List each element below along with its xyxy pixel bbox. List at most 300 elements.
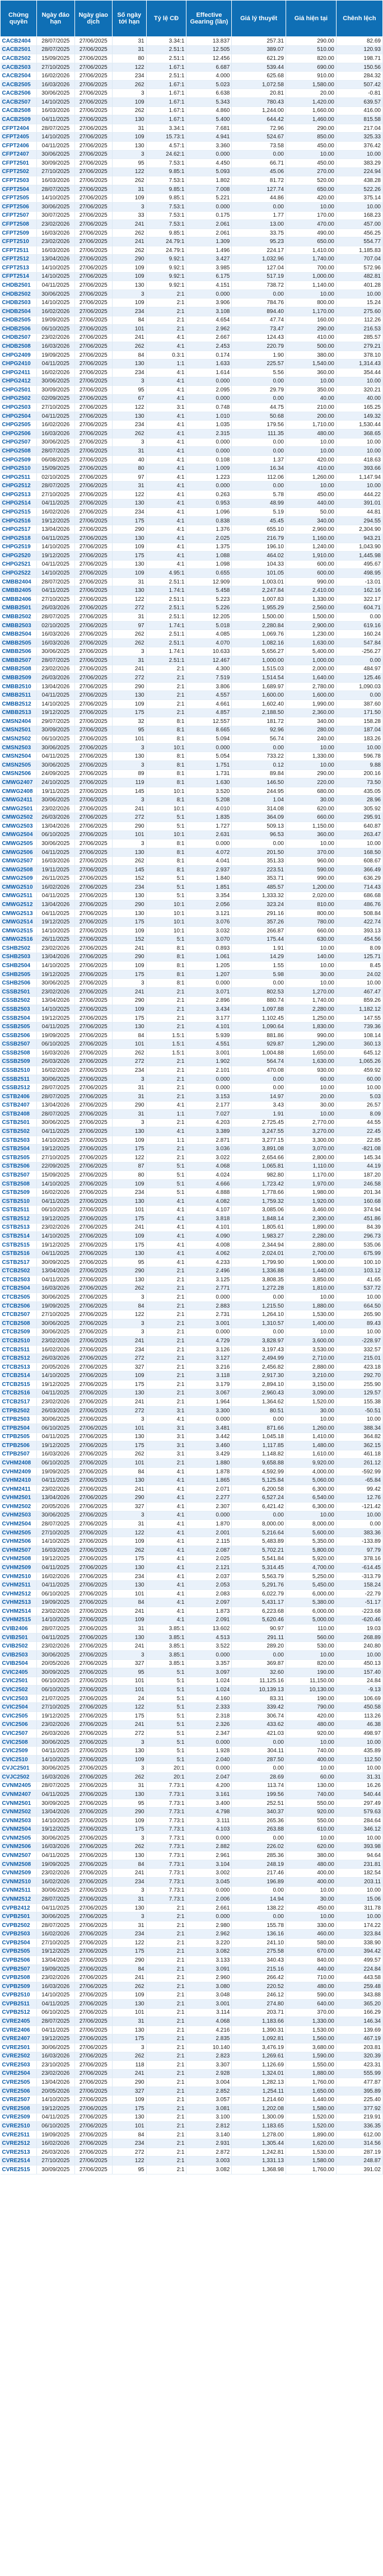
cell-effective-gearing: 4.107: [186, 1206, 232, 1215]
cell-current-price: 910.00: [286, 72, 336, 81]
cell-current-price: 50.00: [286, 508, 336, 517]
cell-theoretical-price: 220.79: [232, 342, 286, 351]
header-maturity-date: Ngày đáo hạn: [37, 1, 74, 37]
cell-conversion-ratio: 2:1: [146, 1014, 186, 1023]
cell-maturity-date: 13/04/2026: [37, 1267, 74, 1276]
cell-theoretical-price: 217.46: [232, 1869, 286, 1878]
table-row: [1, 290, 383, 298]
cell-current-price: 3,270.00: [286, 1127, 336, 1136]
table-row: [1, 647, 383, 656]
table-row: [1, 45, 383, 54]
cell-theoretical-price: 1.90: [232, 351, 286, 360]
cell-trading-date: 27/06/2025: [74, 1650, 112, 1659]
cell-maturity-date: 30/09/2025: [37, 2166, 74, 2174]
cell-difference: 322.17: [336, 595, 382, 604]
cell-trading-date: 27/06/2025: [74, 630, 112, 639]
cell-warrant-code: CVPB2505: [1, 1947, 37, 1956]
cell-conversion-ratio: 2:1: [146, 1337, 186, 1346]
cell-current-price: 550.00: [286, 1816, 336, 1825]
cell-maturity-date: 04/11/2025: [37, 1276, 74, 1285]
cell-current-price: 3,210.00: [286, 1371, 336, 1380]
cell-trading-date: 27/06/2025: [74, 935, 112, 944]
table-row: [1, 1616, 383, 1625]
cell-theoretical-price: 389.07: [232, 45, 286, 54]
cell-current-price: 1,760.00: [286, 2166, 336, 2174]
cell-days-to-maturity: 89: [112, 769, 146, 778]
cell-maturity-date: 23/10/2025: [37, 2061, 74, 2070]
cell-maturity-date: 30/09/2025: [37, 1799, 74, 1808]
table-row: [1, 769, 383, 778]
cell-trading-date: 27/06/2025: [74, 167, 112, 176]
cell-warrant-code: CFPT2514: [1, 272, 37, 281]
cell-effective-gearing: 1.878: [186, 1467, 232, 1476]
table-row: [1, 1886, 383, 1895]
table-row: [1, 1406, 383, 1415]
cell-theoretical-price: 72.96: [232, 124, 286, 133]
cell-days-to-maturity: 241: [112, 1642, 146, 1651]
table-row: [1, 403, 383, 412]
cell-warrant-code: CVIC2405: [1, 1668, 37, 1677]
cell-warrant-code: CSSB2510: [1, 1066, 37, 1075]
cell-days-to-maturity: 234: [112, 1930, 146, 1939]
cell-current-price: 160.00: [286, 316, 336, 325]
cell-trading-date: 27/06/2025: [74, 1284, 112, 1293]
cell-days-to-maturity: 272: [112, 1406, 146, 1415]
table-row: [1, 1310, 383, 1319]
cell-trading-date: 27/06/2025: [74, 1389, 112, 1398]
cell-current-price: 1,660.00: [286, 106, 336, 115]
cell-maturity-date: 13/04/2026: [37, 2078, 74, 2087]
table-row: [1, 874, 383, 883]
cell-days-to-maturity: 290: [112, 1956, 146, 1965]
cell-conversion-ratio: 2:1: [146, 2122, 186, 2131]
cell-theoretical-price: 1,045.18: [232, 1432, 286, 1441]
cell-maturity-date: 28/07/2025: [37, 124, 74, 133]
cell-effective-gearing: 3.045: [186, 1877, 232, 1886]
cell-days-to-maturity: 95: [112, 386, 146, 395]
cell-effective-gearing: 1.010: [186, 412, 232, 421]
cell-maturity-date: 02/10/2025: [37, 473, 74, 482]
cell-difference: 259.48: [336, 1982, 382, 1991]
table-row: [1, 1511, 383, 1520]
cell-trading-date: 27/06/2025: [74, 918, 112, 927]
cell-effective-gearing: 10.140: [186, 2043, 232, 2052]
cell-difference: 10.00: [336, 438, 382, 447]
cell-theoretical-price: 220.52: [232, 1982, 286, 1991]
cell-maturity-date: 19/11/2025: [37, 787, 74, 796]
cell-days-to-maturity: 272: [112, 674, 146, 683]
table-row: [1, 133, 383, 142]
cell-maturity-date: 04/11/2025: [37, 115, 74, 124]
cell-difference: 391.02: [336, 2166, 382, 2174]
cell-theoretical-price: 5.78: [232, 491, 286, 500]
cell-trading-date: 27/06/2025: [74, 1145, 112, 1154]
cell-current-price: 5,450.00: [286, 1581, 336, 1590]
cell-trading-date: 27/06/2025: [74, 1877, 112, 1886]
cell-days-to-maturity: 130: [112, 281, 146, 290]
cell-theoretical-price: 1,602.40: [232, 699, 286, 708]
cell-trading-date: 27/06/2025: [74, 1537, 112, 1546]
cell-maturity-date: 20/05/2026: [37, 1659, 74, 1668]
cell-conversion-ratio: 3.34:1: [146, 37, 186, 46]
cell-warrant-code: CACB2509: [1, 115, 37, 124]
cell-maturity-date: 19/12/2025: [37, 516, 74, 525]
cell-theoretical-price: 1,183.66: [232, 2017, 286, 2026]
cell-effective-gearing: 0.175: [186, 211, 232, 220]
cell-warrant-code: CFPT2505: [1, 194, 37, 203]
cell-warrant-code: CVPB2503: [1, 1930, 37, 1939]
cell-difference: 456.25: [336, 228, 382, 237]
cell-conversion-ratio: 2.51:1: [146, 577, 186, 586]
cell-current-price: 30.00: [286, 796, 336, 805]
cell-trading-date: 27/06/2025: [74, 1118, 112, 1127]
cell-theoretical-price: 1,600.00: [232, 691, 286, 700]
cell-trading-date: 27/06/2025: [74, 1459, 112, 1468]
cell-theoretical-price: 5,620.46: [232, 1616, 286, 1625]
cell-days-to-maturity: 31: [112, 613, 146, 622]
table-row: [1, 1345, 383, 1354]
cell-warrant-code: CSTB2511: [1, 1206, 37, 1215]
cell-maturity-date: 30/06/2025: [37, 1834, 74, 1843]
cell-current-price: 2,880.00: [286, 1240, 336, 1249]
cell-trading-date: 27/06/2025: [74, 1014, 112, 1023]
cell-trading-date: 27/06/2025: [74, 176, 112, 185]
table-row: [1, 167, 383, 176]
cell-effective-gearing: 2.496: [186, 1267, 232, 1276]
cell-current-price: 450.00: [286, 159, 336, 168]
cell-warrant-code: CMWG2507: [1, 857, 37, 866]
cell-warrant-code: CMWG2516: [1, 935, 37, 944]
cell-conversion-ratio: 7.73:1: [146, 1886, 186, 1895]
cell-current-price: 470.00: [286, 220, 336, 229]
cell-current-price: 190.00: [286, 1668, 336, 1677]
header-effective-gearing: Effective Gearing (lần): [186, 1, 232, 37]
cell-warrant-code: CMWG2503: [1, 822, 37, 831]
cell-warrant-code: CACB2508: [1, 106, 37, 115]
cell-effective-gearing: 13.837: [186, 37, 232, 46]
cell-theoretical-price: 2,247.84: [232, 586, 286, 595]
cell-current-price: 1,760.00: [286, 2078, 336, 2087]
cell-difference: 24.84: [336, 1677, 382, 1686]
cell-days-to-maturity: 241: [112, 1720, 146, 1729]
cell-difference: 423.31: [336, 2061, 382, 2070]
cell-difference: 401.28: [336, 281, 382, 290]
cell-effective-gearing: 1.098: [186, 560, 232, 569]
cell-trading-date: 27/06/2025: [74, 699, 112, 708]
cell-maturity-date: 04/11/2025: [37, 752, 74, 761]
cell-days-to-maturity: 175: [112, 1441, 146, 1450]
cell-trading-date: 27/06/2025: [74, 2104, 112, 2113]
cell-current-price: 700.00: [286, 264, 336, 273]
cell-trading-date: 27/06/2025: [74, 1476, 112, 1485]
header-warrant-code: Chứng quyền: [1, 1, 37, 37]
cell-current-price: 4,000.00: [286, 1467, 336, 1476]
table-row: [1, 1755, 383, 1764]
cell-trading-date: 27/06/2025: [74, 1249, 112, 1258]
cell-effective-gearing: 1.024: [186, 1686, 232, 1695]
cell-conversion-ratio: 7.53:1: [146, 211, 186, 220]
cell-difference: 10.00: [336, 377, 382, 386]
cell-days-to-maturity: 234: [112, 2139, 146, 2148]
cell-conversion-ratio: 2:1: [146, 1293, 186, 1302]
cell-current-price: 10.00: [286, 438, 336, 447]
table-row: [1, 1101, 383, 1110]
cell-conversion-ratio: 2:1: [146, 708, 186, 717]
cell-difference: 44.19: [336, 1162, 382, 1171]
cell-warrant-code: CFPT2506: [1, 202, 37, 211]
cell-difference: 73.50: [336, 778, 382, 787]
cell-days-to-maturity: 3: [112, 1834, 146, 1843]
cell-theoretical-price: 112.06: [232, 473, 286, 482]
cell-theoretical-price: 0.00: [232, 743, 286, 752]
table-row: [1, 2069, 383, 2078]
table-row: [1, 1572, 383, 1581]
cell-theoretical-price: 196.10: [232, 543, 286, 552]
cell-conversion-ratio: 5:1: [146, 874, 186, 883]
cell-current-price: 640.00: [286, 2000, 336, 2009]
cell-effective-gearing: 4.654: [186, 316, 232, 325]
cell-current-price: 810.00: [286, 900, 336, 909]
cell-warrant-code: CHPG2522: [1, 569, 37, 578]
cell-effective-gearing: 3.082: [186, 2166, 232, 2174]
cell-days-to-maturity: 262: [112, 1450, 146, 1459]
cell-days-to-maturity: 290: [112, 996, 146, 1005]
cell-effective-gearing: 0.000: [186, 150, 232, 159]
cell-maturity-date: 19/09/2025: [37, 1964, 74, 1973]
cell-trading-date: 27/06/2025: [74, 1528, 112, 1537]
cell-difference: 393.98: [336, 1842, 382, 1851]
cell-effective-gearing: 3.429: [186, 1450, 232, 1459]
cell-trading-date: 27/06/2025: [74, 1040, 112, 1049]
cell-conversion-ratio: 2:1: [146, 2148, 186, 2157]
cell-maturity-date: 19/09/2025: [37, 1467, 74, 1476]
cell-difference: 8.09: [336, 944, 382, 953]
cell-maturity-date: 14/10/2025: [37, 569, 74, 578]
cell-theoretical-price: 1,032.96: [232, 255, 286, 264]
cell-days-to-maturity: 327: [112, 2087, 146, 2096]
cell-difference: 10.00: [336, 979, 382, 988]
cell-current-price: 1,330.00: [286, 2017, 336, 2026]
cell-warrant-code: CVNM2511: [1, 1886, 37, 1895]
cell-warrant-code: CMBB2502: [1, 613, 37, 622]
cell-theoretical-price: 1,183.65: [232, 2122, 286, 2131]
cell-warrant-code: CTPB2505: [1, 1432, 37, 1441]
cell-conversion-ratio: 3.85:1: [146, 1625, 186, 1634]
cell-days-to-maturity: 84: [112, 2130, 146, 2139]
table-row: [1, 944, 383, 953]
table-row: [1, 1467, 383, 1476]
cell-effective-gearing: 4.068: [186, 2017, 232, 2026]
cell-current-price: 1,880.00: [286, 1301, 336, 1310]
cell-trading-date: 27/06/2025: [74, 2026, 112, 2034]
cell-days-to-maturity: 262: [112, 1049, 146, 1058]
cell-current-price: 440.00: [286, 499, 336, 508]
cell-effective-gearing: 3.300: [186, 1406, 232, 1415]
cell-conversion-ratio: 2:1: [146, 1939, 186, 1948]
cell-trading-date: 27/06/2025: [74, 996, 112, 1005]
cell-effective-gearing: 3.161: [186, 1790, 232, 1799]
cell-current-price: 620.00: [286, 1842, 336, 1851]
cell-maturity-date: 14/10/2025: [37, 98, 74, 107]
cell-trading-date: 27/06/2025: [74, 1171, 112, 1180]
cell-current-price: 1,110.00: [286, 1162, 336, 1171]
cell-trading-date: 27/06/2025: [74, 2130, 112, 2139]
table-row: [1, 1964, 383, 1973]
cell-theoretical-price: 44.75: [232, 403, 286, 412]
cell-current-price: 1,540.00: [286, 360, 336, 368]
cell-difference: 0.00: [336, 691, 382, 700]
cell-conversion-ratio: 10:1: [146, 787, 186, 796]
cell-current-price: 620.00: [286, 804, 336, 813]
cell-conversion-ratio: 8:1: [146, 796, 186, 805]
cell-days-to-maturity: 3: [112, 839, 146, 848]
cell-days-to-maturity: 130: [112, 909, 146, 918]
cell-maturity-date: 19/12/2025: [37, 918, 74, 927]
cell-conversion-ratio: 2.51:1: [146, 638, 186, 647]
cell-days-to-maturity: 31: [112, 1520, 146, 1529]
table-row: [1, 743, 383, 752]
cell-effective-gearing: 1.630: [186, 778, 232, 787]
cell-warrant-code: CSHB2502: [1, 944, 37, 953]
cell-warrant-code: CMWG2411: [1, 796, 37, 805]
cell-effective-gearing: 5.054: [186, 752, 232, 761]
cell-maturity-date: 06/10/2025: [37, 1424, 74, 1432]
table-row: [1, 1686, 383, 1695]
cell-difference: 201.34: [336, 1188, 382, 1197]
cell-warrant-code: CHPG2501: [1, 386, 37, 395]
cell-difference: 416.00: [336, 106, 382, 115]
cell-effective-gearing: 1.223: [186, 473, 232, 482]
cell-warrant-code: CFPT2404: [1, 124, 37, 133]
cell-theoretical-price: 3,197.43: [232, 1345, 286, 1354]
cell-warrant-code: CVHM2515: [1, 1616, 37, 1625]
cell-difference: 395.89: [336, 2087, 382, 2096]
cell-trading-date: 27/06/2025: [74, 63, 112, 72]
cell-effective-gearing: 3.389: [186, 1127, 232, 1136]
table-row: [1, 508, 383, 517]
cell-maturity-date: 04/11/2025: [37, 1389, 74, 1398]
cell-maturity-date: 30/06/2025: [37, 1293, 74, 1302]
table-row: [1, 839, 383, 848]
cell-current-price: 6,540.00: [286, 1494, 336, 1502]
cell-days-to-maturity: 241: [112, 1485, 146, 1494]
cell-difference: 84.39: [336, 1223, 382, 1232]
cell-conversion-ratio: 4:1: [146, 377, 186, 386]
cell-current-price: 330.00: [286, 1921, 336, 1930]
table-row: [1, 552, 383, 561]
cell-trading-date: 27/06/2025: [74, 1450, 112, 1459]
cell-theoretical-price: 274.80: [232, 2000, 286, 2009]
cell-warrant-code: CVHM2513: [1, 1598, 37, 1607]
table-row: [1, 1206, 383, 1215]
cell-warrant-code: CVRE2508: [1, 2104, 37, 2113]
cell-difference: 343.88: [336, 1991, 382, 2000]
cell-effective-gearing: 4.041: [186, 857, 232, 866]
cell-theoretical-price: 1,723.42: [232, 1179, 286, 1188]
cell-warrant-code: CHDB2504: [1, 307, 37, 316]
cell-days-to-maturity: 130: [112, 1249, 146, 1258]
cell-days-to-maturity: 101: [112, 1686, 146, 1695]
cell-conversion-ratio: 2:1: [146, 1921, 186, 1930]
cell-days-to-maturity: 130: [112, 1747, 146, 1756]
cell-days-to-maturity: 101: [112, 2008, 146, 2017]
cell-effective-gearing: 7.008: [186, 185, 232, 194]
cell-theoretical-price: 0.00: [232, 202, 286, 211]
table-row: [1, 394, 383, 403]
cell-conversion-ratio: 10:1: [146, 918, 186, 927]
cell-difference: -9.13: [336, 1686, 382, 1695]
cell-warrant-code: CTCB2506: [1, 1301, 37, 1310]
cell-maturity-date: 30/06/2025: [37, 1075, 74, 1084]
table-row: [1, 2017, 383, 2026]
cell-conversion-ratio: 2:1: [146, 1301, 186, 1310]
cell-days-to-maturity: 84: [112, 351, 146, 360]
cell-trading-date: 27/06/2025: [74, 455, 112, 464]
cell-days-to-maturity: 32: [112, 717, 146, 726]
table-row: [1, 1869, 383, 1878]
cell-theoretical-price: 90.97: [232, 1625, 286, 1634]
cell-trading-date: 27/06/2025: [74, 1319, 112, 1328]
cell-warrant-code: CACB2506: [1, 89, 37, 98]
cell-current-price: 680.00: [286, 787, 336, 796]
cell-trading-date: 27/06/2025: [74, 1633, 112, 1642]
cell-difference: 383.29: [336, 159, 382, 168]
cell-theoretical-price: 179.56: [232, 421, 286, 430]
cell-conversion-ratio: 4:1: [146, 455, 186, 464]
cell-difference: 183.26: [336, 735, 382, 744]
cell-theoretical-price: 1,254.11: [232, 2087, 286, 2096]
cell-theoretical-price: 1,778.66: [232, 1188, 286, 1197]
cell-maturity-date: 04/11/2025: [37, 1197, 74, 1206]
cell-effective-gearing: 3.022: [186, 1154, 232, 1163]
cell-current-price: 820.00: [286, 54, 336, 63]
cell-current-price: 220.00: [286, 778, 336, 787]
table-row: [1, 1171, 383, 1180]
cell-effective-gearing: 2.083: [186, 1589, 232, 1598]
cell-warrant-code: CMSN2505: [1, 760, 37, 769]
cell-effective-gearing: 4.557: [186, 691, 232, 700]
cell-maturity-date: 04/11/2025: [37, 281, 74, 290]
cell-maturity-date: 28/07/2025: [37, 1781, 74, 1790]
table-row: [1, 185, 383, 194]
cell-trading-date: 27/06/2025: [74, 586, 112, 595]
cell-maturity-date: 27/10/2025: [37, 595, 74, 604]
cell-trading-date: 27/06/2025: [74, 1520, 112, 1529]
cell-effective-gearing: 4.068: [186, 1162, 232, 1171]
cell-conversion-ratio: 10:1: [146, 743, 186, 752]
table-row: [1, 80, 383, 89]
cell-current-price: 1,250.00: [286, 1014, 336, 1023]
cell-theoretical-price: 45.06: [232, 167, 286, 176]
cell-theoretical-price: 257.31: [232, 37, 286, 46]
cell-trading-date: 27/06/2025: [74, 185, 112, 194]
cell-current-price: 140.00: [286, 953, 336, 962]
cell-theoretical-price: 306.74: [232, 1712, 286, 1721]
cell-conversion-ratio: 2:1: [146, 1459, 186, 1468]
cell-warrant-code: CMWG2514: [1, 918, 37, 927]
table-row: [1, 1127, 383, 1136]
cell-days-to-maturity: 272: [112, 1354, 146, 1363]
cell-warrant-code: CMBB2510: [1, 682, 37, 691]
cell-maturity-date: 28/07/2025: [37, 656, 74, 665]
cell-warrant-code: CTCB2505: [1, 1293, 37, 1302]
cell-trading-date: 27/06/2025: [74, 988, 112, 997]
cell-days-to-maturity: 262: [112, 342, 146, 351]
cell-trading-date: 27/06/2025: [74, 1747, 112, 1756]
cell-current-price: 5,800.00: [286, 1546, 336, 1555]
cell-theoretical-price: 1,117.85: [232, 1441, 286, 1450]
cell-conversion-ratio: 4:1: [146, 560, 186, 569]
